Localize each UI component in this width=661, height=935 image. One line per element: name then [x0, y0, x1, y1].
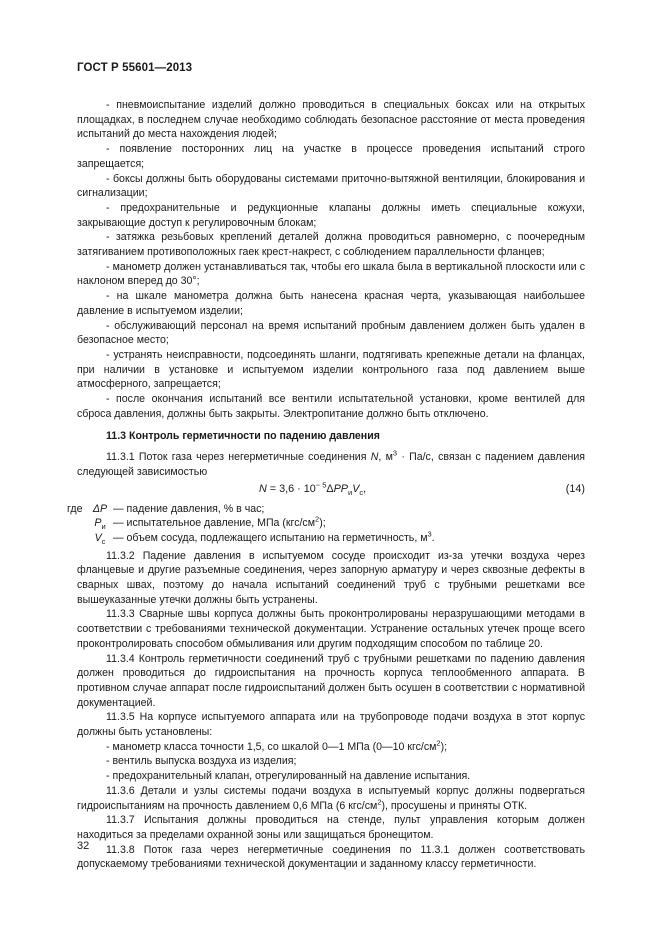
where-symbol: $V_с$	[94, 531, 106, 547]
clause-text-rest: · Па/с, связан с падением давления следующей зависимостью	[77, 451, 585, 478]
clause-11-3-1	[77, 450, 585, 479]
document-body	[67, 98, 585, 872]
bullet-item: - предохранительные и редукционные клапаны должны иметь специальные кожухи, закрывающие доступ к регулировочным блокам;	[77, 201, 585, 229]
clause-11-3-3: 11.3.3 Сварные швы корпуса должны быть проконтролированы неразрушающими методами в соответствии с требованиями технической документации. Устранение остальных утечек проще всего проконтролировать способом обмыливания или другим подходящим способом по таблице 20.	[77, 608, 585, 650]
where-symbol: ΔP	[92, 502, 108, 515]
formula-delta: Δ	[326, 482, 334, 495]
bullet-item: - устранять неисправности, подсоединять шланги, подтягивать крепежные детали на фланцах, при наличии в установке и испытуемом изделии контрольного газа под давлением выше атмосферного, запрещается;	[77, 348, 585, 391]
list-item: - вентиль выпуска воздуха из изделия;	[106, 755, 297, 768]
formula-eq: = 3,6 · 10	[266, 482, 316, 495]
clause-11-3-5: 11.3.5 На корпусе испытуемого аппарата или на трубопроводе подачи воздуха в этот корпус должны быть установлены:	[77, 711, 585, 739]
where-description: — падение давления, % в час;	[113, 502, 265, 515]
clause-11-3-8: 11.3.8 Поток газа через негерметичные соединения по 11.3.1 должен соответствовать допускаемому требованиями технической документации и заданному классу герметичности.	[77, 843, 585, 871]
bullet-item: - на шкале манометра должна быть нанесена красная черта, указывающая наибольшее давление в испытуемом изделии;	[77, 290, 585, 317]
where-description: — испытательное давление, МПа $(кгс/см^2)$;	[113, 514, 326, 530]
formula-tail: ,	[363, 482, 367, 495]
clause-11-3-4: 11.3.4 Контроль герметичности соединений труб с трубными решетками по падению давления должен проводиться до гидроиспытания на прочность корпуса теплообменного аппарата. В противном случае аппарат после гидроиспытаний должен быть осушен в соответствии с нормативной документацией.	[77, 652, 585, 709]
section-heading: 11.3 Контроль герметичности по падению давления	[106, 430, 380, 443]
variable-n: N	[370, 451, 379, 464]
bullet-item: - затяжка резьбовых креплений деталей должна проводиться равномерно, с поочередным затягиванием противоположных гаек крест-накрест, с соблюдением параллельности фланцев;	[77, 231, 585, 259]
clause-11-3-2: 11.3.2 Падение давления в испытуемом сосуде происходит из-за утечки воздуха через фланцевые и другие разъемные соединения, через запорную арматуру и через сквозные дефекты в сварных швах, поэтому до начала испытаний соединений труб с трубными решетками все вышеуказанные утечки должны быть устранены.	[77, 549, 585, 606]
formula-number: (14)	[565, 482, 585, 495]
unit-exponent: 3	[392, 448, 398, 458]
where-lead: где	[67, 502, 83, 515]
standard-header: ГОСТ Р 55601—2013	[77, 62, 193, 74]
formula-p-sub-base: P	[340, 482, 348, 495]
page-number: 32	[77, 840, 90, 852]
bullet-item: - обслуживающий персонал на время испытаний пробным давлением должен быть удален в безопасное место;	[77, 319, 585, 347]
formula-v-sub: с	[359, 487, 364, 497]
where-symbol: $P_и$	[94, 517, 106, 532]
bullet-item: - манометр должен устанавливаться так, чтобы его шкала была в вертикальной плоскости или с наклоном вперед до 30°;	[77, 260, 585, 288]
formula-p: P	[333, 482, 341, 495]
formula-exponent: − 5	[315, 479, 327, 489]
where-row	[67, 502, 585, 517]
list-item: - предохранительный клапан, отрегулированный на давление испытания.	[106, 770, 471, 783]
formula-p-sub: и	[348, 487, 353, 497]
formula-v: V	[352, 482, 360, 495]
clause-11-3-6: 11.3.6 Детали и узлы системы подачи воздуха в испытуемый корпус должны подвергаться гидроиспытаниям на прочность давлением 0,6 МПа (6 кгс/$см^2$), просушены и приняты ОТК.	[77, 784, 585, 812]
bullet-item: - пневмоиспытание изделий должно проводиться в специальных боксах или на открытых площадках, в последнем случае необходимо соблюдать безопасное расстояние от места проведения испытаний до места нахождения людей;	[77, 99, 585, 141]
formula-lhs: N	[259, 482, 267, 495]
bullet-item: - после окончания испытаний все вентили испытательной установки, кроме вентилей для сброса давления, должны быть закрыты. Электропитание должно быть отключено.	[77, 393, 585, 420]
clause-11-3-7: 11.3.7 Испытания должны проводиться на стенде, пульт управления которым должен находиться за пределами охранной зоны или защищаться бронещитом.	[77, 814, 585, 841]
where-row	[77, 516, 585, 531]
list-item: - манометр класса точности 1,5, со шкалой 0—1 МПа (0—10 кгс/$см^2$);	[106, 738, 448, 753]
where-block	[67, 502, 585, 547]
bullet-item: - боксы должны быть оборудованы системами приточно-вытяжной вентиляции, блокирования и сигнализации;	[77, 172, 585, 200]
unit-text: , м	[378, 451, 393, 464]
bullet-item: - появление посторонних лиц на участке в процессе проведения испытаний строго запрещается;	[77, 143, 585, 170]
formula-expression	[259, 479, 367, 501]
where-row	[77, 531, 585, 546]
formula-14	[77, 481, 585, 500]
where-description: — объем сосуда, подлежащего испытанию на герметичность, $м^3$.	[113, 529, 435, 544]
clause-text: 11.3.1 Поток газа через негерметичные соединения	[106, 451, 371, 464]
